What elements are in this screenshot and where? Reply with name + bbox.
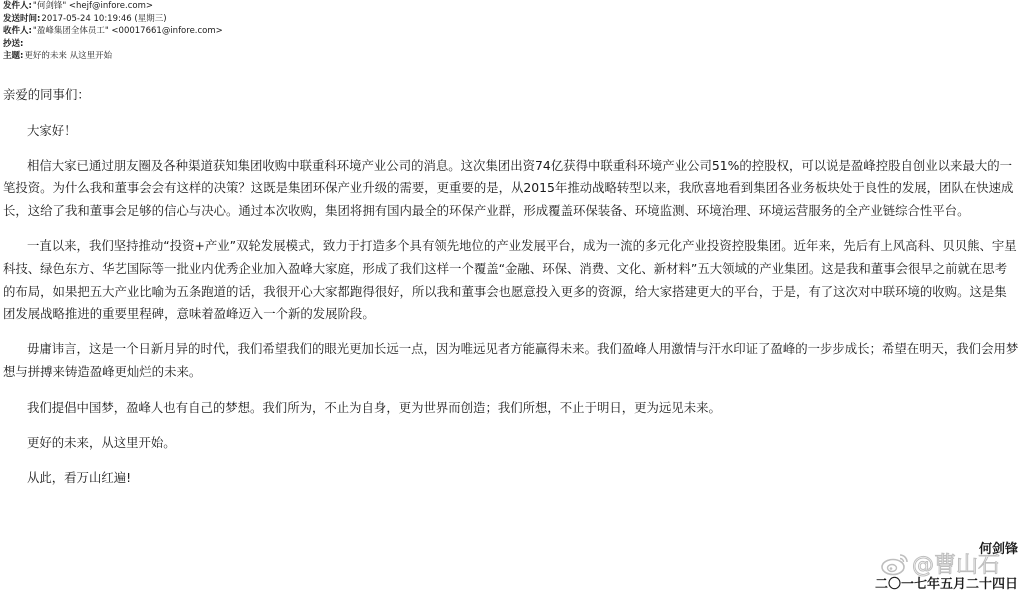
signature [875, 540, 1018, 595]
to-label: 收件人: [3, 26, 32, 36]
sent-row [3, 13, 223, 26]
salutation: 亲爱的同事们： [3, 87, 90, 102]
cc-row [3, 38, 223, 51]
sent-value: 2017-05-24 10:19:46 (星期三) [41, 13, 167, 24]
paragraph-strategy: 一直以来，我们坚持推动“投资+产业”双轮发展模式，致力于打造多个具有领先地位的产业发展平台，成为一流的多元化产业投资控股集团。近年来，先后有上风高科、贝贝熊、宇星科技、绿色东方、华艺国际等一批业内优秀企业加入盈峰大家庭，形成了我们这样一个覆盖“金融、环保、消费、文化、新材料”五大领域的产业集团。这是我和董事会很早之前就在思考的布局，如果把五大产业比喻为五条跑道的话，我很开心大家都跑得很好，所以我和董事会也愿意投入更多的资源，给大家搭建更大的平台，于是，有了这次对中联环境的收购。这是集团发展战略推进的重要里程碑，意味着盈峰迈入一个新的发展阶段。 [3, 237, 1017, 322]
paragraph-dream: 我们提倡中国梦，盈峰人也有自己的梦想。我们所为，不止为自身，更为世界而创造；我们所想，不止于明日，更为远见未来。 [27, 399, 721, 415]
watermark-text: @曹山石 [912, 553, 1001, 578]
to-value: "盈峰集团全体员工" <00017661@infore.com> [32, 26, 223, 36]
cc-label: 抄送: [3, 38, 24, 49]
sent-label: 发送时间: [3, 13, 41, 24]
paragraph-acquisition: 相信大家已通过朋友圈及各种渠道获知集团收购中联重科环境产业公司的消息。这次集团出资74亿获得中联重科环境产业公司51%的控股权，可以说是盈峰控股自创业以来最大的一笔投资。为什么我和董事会会有这样的决策？这既是集团环保产业升级的需要，更重要的是，从2015年推动战略转型以来，我欣喜地看到集团各业务板块处于良性的发展，团队在快速成长，这给了我和董事会足够的信心与决心。通过本次收购，集团将拥有国内最全的环保产业群，形成覆盖环保装备、环境监测、环境治理、环境运营服务的全产业链综合性平台。 [3, 157, 1014, 219]
paragraph-better-future: 更好的未来，从这里开始。 [27, 434, 176, 450]
from-row [3, 0, 223, 13]
from-label: 发件人: [3, 1, 32, 11]
subject-value: 更好的未来 从这里开始 [24, 51, 113, 61]
paragraph-vision: 毋庸讳言，这是一个日新月异的时代，我们希望我们的眼光更加长远一点，因为唯远见者方能赢得未来。我们盈峰人用激情与汗水印证了盈峰的一步步成长；希望在明天，我们会用梦想与拼搏来铸造盈峰更灿烂的未来。 [3, 341, 1019, 379]
email-header [3, 0, 223, 63]
from-value: "何剑锋" <hejf@infore.com> [32, 1, 153, 11]
subject-row [3, 50, 223, 63]
paragraph-closing: 从此，看万山红遍! [27, 470, 132, 486]
subject-label: 主题: [3, 51, 24, 61]
signature-date: 二〇一七年五月二十四日 [874, 577, 1018, 592]
signature-name: 何剑锋 [978, 542, 1018, 557]
to-row [3, 25, 223, 38]
email-body [3, 84, 1019, 490]
greeting: 大家好！ [27, 122, 77, 138]
